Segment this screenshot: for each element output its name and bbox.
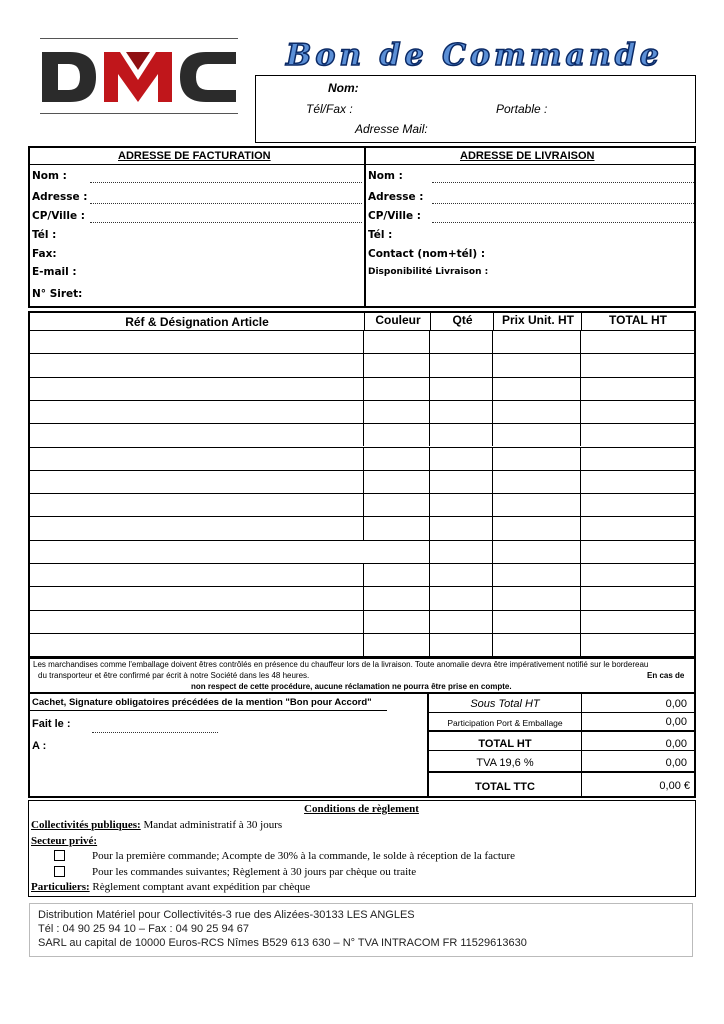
table-cell-prix[interactable] bbox=[493, 634, 581, 656]
table-row bbox=[30, 330, 694, 353]
billing-fax-label: Fax: bbox=[32, 248, 57, 260]
delivery-contact-label: Contact (nom+tél) : bbox=[368, 248, 486, 260]
delivery-tel-label: Tél : bbox=[368, 229, 393, 241]
table-row bbox=[30, 540, 694, 563]
table-cell-couleur[interactable] bbox=[364, 354, 430, 376]
billing-cpville-label: CP/Ville : bbox=[32, 210, 85, 222]
fait-le-label: Fait le : bbox=[32, 718, 71, 730]
table-cell-prix[interactable] bbox=[493, 587, 581, 609]
table-cell-prix[interactable] bbox=[493, 471, 581, 493]
signature-totals-section bbox=[28, 692, 696, 798]
table-cell-qte[interactable] bbox=[430, 471, 493, 493]
table-cell-couleur[interactable] bbox=[364, 448, 430, 470]
signature-area[interactable] bbox=[30, 694, 429, 796]
table-cell-couleur[interactable] bbox=[364, 634, 430, 656]
table-cell-ref[interactable] bbox=[30, 517, 364, 539]
col-header-couleur: Couleur bbox=[375, 313, 421, 327]
table-cell-qte[interactable] bbox=[430, 541, 493, 563]
table-cell-prix[interactable] bbox=[493, 448, 581, 470]
table-cell-couleur[interactable] bbox=[364, 401, 430, 423]
footer-line1: Distribution Matériel pour Collectivités-3 rue des Alizées-30133 LES ANGLES bbox=[38, 909, 415, 921]
table-cell-qte[interactable] bbox=[430, 634, 493, 656]
billing-adresse-label: Adresse : bbox=[32, 191, 88, 203]
table-row bbox=[30, 586, 694, 609]
footer-line2: Tél : 04 90 25 94 10 – Fax : 04 90 25 94 67 bbox=[38, 923, 249, 935]
delivery-nom-field[interactable] bbox=[432, 182, 694, 183]
table-cell-ref[interactable] bbox=[30, 401, 364, 423]
totals-area bbox=[429, 694, 694, 796]
table-cell-qte[interactable] bbox=[430, 378, 493, 400]
option1-checkbox[interactable] bbox=[54, 850, 65, 861]
table-cell-couleur[interactable] bbox=[364, 494, 430, 516]
billing-nom-field[interactable] bbox=[90, 182, 362, 183]
secteur-prive-label: Secteur privé: bbox=[31, 835, 98, 847]
billing-header: ADRESSE DE FACTURATION bbox=[118, 150, 271, 162]
billing-tel-label: Tél : bbox=[32, 229, 57, 241]
col-header-reference: Réf & Désignation Article bbox=[125, 315, 269, 329]
table-row bbox=[30, 353, 694, 376]
table-cell-prix[interactable] bbox=[493, 611, 581, 633]
delivery-adresse-field[interactable] bbox=[432, 203, 694, 204]
table-cell-couleur[interactable] bbox=[364, 378, 430, 400]
table-cell-prix[interactable] bbox=[493, 564, 581, 586]
contact-nom-label: Nom: bbox=[328, 81, 359, 95]
page-title: Bon de Commande bbox=[286, 38, 663, 73]
table-cell-ref[interactable] bbox=[30, 471, 364, 493]
header-divider bbox=[581, 313, 582, 330]
table-cell-ref[interactable] bbox=[30, 541, 430, 563]
option2-checkbox[interactable] bbox=[54, 866, 65, 877]
table-cell-prix[interactable] bbox=[493, 494, 581, 516]
table-row bbox=[30, 563, 694, 586]
table-row bbox=[30, 610, 694, 633]
table-cell-couleur[interactable] bbox=[364, 611, 430, 633]
header-divider bbox=[364, 313, 365, 330]
table-cell-prix[interactable] bbox=[493, 378, 581, 400]
port-emballage-value: 0,00 bbox=[665, 716, 687, 728]
sous-total-value: 0,00 bbox=[665, 698, 687, 710]
table-cell-qte[interactable] bbox=[430, 401, 493, 423]
option2-text: Pour les commandes suivantes; Règlement à 30 jours par chèque ou traite bbox=[92, 866, 417, 878]
address-section bbox=[28, 146, 696, 308]
table-cell-ref[interactable] bbox=[30, 587, 364, 609]
contact-box bbox=[255, 75, 696, 143]
delivery-dispo-label: Disponibilité Livraison : bbox=[368, 267, 489, 277]
article-table bbox=[28, 311, 696, 658]
table-row bbox=[30, 516, 694, 539]
table-cell-prix[interactable] bbox=[493, 424, 581, 446]
signature-title: Cachet, Signature obligatoires précédées de la mention "Bon pour Accord" bbox=[32, 697, 372, 708]
table-cell-total[interactable] bbox=[581, 517, 694, 539]
total-ttc-label: TOTAL TTC bbox=[475, 781, 535, 793]
notice-line1: Les marchandises comme l'emballage doivent êtres contrôlés en présence du chauffeur lors de la livraison. Toute anomalie devra être impérativement notifié sur le bordereau bbox=[33, 660, 649, 669]
table-cell-total[interactable] bbox=[581, 354, 694, 376]
table-row bbox=[30, 423, 694, 446]
table-cell-ref[interactable] bbox=[30, 634, 364, 656]
fait-le-field[interactable] bbox=[92, 732, 218, 733]
contact-mail-label: Adresse Mail: bbox=[355, 122, 428, 136]
table-cell-total[interactable] bbox=[581, 331, 694, 353]
tva-value: 0,00 bbox=[665, 757, 687, 769]
notice-line2-right: En cas de bbox=[647, 671, 685, 680]
total-ht-value: 0,00 bbox=[665, 738, 687, 750]
table-cell-qte[interactable] bbox=[430, 424, 493, 446]
payment-conditions bbox=[28, 800, 696, 897]
tva-label: TVA 19,6 % bbox=[476, 757, 534, 769]
table-cell-prix[interactable] bbox=[493, 401, 581, 423]
dmc-logo-graphic bbox=[40, 46, 240, 106]
table-cell-qte[interactable] bbox=[430, 587, 493, 609]
table-row bbox=[30, 400, 694, 423]
table-cell-ref[interactable] bbox=[30, 378, 364, 400]
delivery-header: ADRESSE DE LIVRAISON bbox=[460, 150, 595, 162]
table-cell-prix[interactable] bbox=[493, 541, 581, 563]
logo bbox=[40, 38, 240, 114]
contact-portable-label: Portable : bbox=[496, 102, 548, 116]
company-footer bbox=[29, 903, 693, 957]
table-cell-ref[interactable] bbox=[30, 331, 364, 353]
table-cell-ref[interactable] bbox=[30, 424, 364, 446]
table-cell-qte[interactable] bbox=[430, 448, 493, 470]
table-cell-total[interactable] bbox=[581, 634, 694, 656]
conditions-title: Conditions de règlement bbox=[304, 803, 419, 815]
table-cell-qte[interactable] bbox=[430, 331, 493, 353]
contact-telfax-label: Tél/Fax : bbox=[306, 102, 353, 116]
table-cell-ref[interactable] bbox=[30, 564, 364, 586]
total-ht-label: TOTAL HT bbox=[478, 738, 532, 750]
table-cell-ref[interactable] bbox=[30, 354, 364, 376]
table-cell-total[interactable] bbox=[581, 448, 694, 470]
table-cell-qte[interactable] bbox=[430, 564, 493, 586]
table-cell-prix[interactable] bbox=[493, 354, 581, 376]
table-cell-couleur[interactable] bbox=[364, 564, 430, 586]
table-cell-couleur[interactable] bbox=[364, 331, 430, 353]
table-cell-total[interactable] bbox=[581, 541, 694, 563]
table-cell-total[interactable] bbox=[581, 587, 694, 609]
table-cell-couleur[interactable] bbox=[364, 517, 430, 539]
notice bbox=[28, 657, 696, 694]
notice-line3: non respect de cette procédure, aucune réclamation ne pourra être prise en compte. bbox=[191, 682, 512, 691]
table-cell-ref[interactable] bbox=[30, 611, 364, 633]
table-cell-qte[interactable] bbox=[430, 611, 493, 633]
particuliers-label: Particuliers: bbox=[31, 881, 90, 893]
delivery-adresse-label: Adresse : bbox=[368, 191, 424, 203]
table-cell-total[interactable] bbox=[581, 564, 694, 586]
collectivites-label: Collectivités publiques: bbox=[31, 819, 141, 831]
delivery-cpville-label: CP/Ville : bbox=[368, 210, 421, 222]
table-row bbox=[30, 447, 694, 470]
billing-nom-label: Nom : bbox=[32, 170, 67, 182]
header-divider bbox=[493, 313, 494, 330]
table-cell-total[interactable] bbox=[581, 401, 694, 423]
table-cell-total[interactable] bbox=[581, 424, 694, 446]
billing-siret-label: N° Siret: bbox=[32, 288, 83, 300]
col-header-qte: Qté bbox=[452, 313, 473, 327]
footer-line3: SARL au capital de 10000 Euros-RCS Nîmes B529 613 630 – N° TVA INTRACOM FR 11529613630 bbox=[38, 937, 527, 949]
table-row bbox=[30, 470, 694, 493]
collectivites-text: Mandat administratif à 30 jours bbox=[140, 819, 283, 831]
table-cell-total[interactable] bbox=[581, 494, 694, 516]
billing-email-label: E-mail : bbox=[32, 266, 77, 278]
col-header-prix: Prix Unit. HT bbox=[501, 313, 574, 327]
table-row bbox=[30, 377, 694, 400]
a-label: A : bbox=[32, 740, 47, 752]
table-row bbox=[30, 633, 694, 656]
table-cell-couleur[interactable] bbox=[364, 424, 430, 446]
table-cell-total[interactable] bbox=[581, 611, 694, 633]
table-cell-ref[interactable] bbox=[30, 494, 364, 516]
option1-text: Pour la première commande; Acompte de 30% à la commande, le solde à réception de la facture bbox=[92, 850, 516, 862]
port-emballage-label: Participation Port & Emballage bbox=[447, 718, 563, 728]
col-header-total: TOTAL HT bbox=[609, 313, 667, 327]
table-cell-prix[interactable] bbox=[493, 517, 581, 539]
billing-adresse-field[interactable] bbox=[90, 203, 362, 204]
billing-cpville-field[interactable] bbox=[90, 222, 362, 223]
table-cell-ref[interactable] bbox=[30, 448, 364, 470]
table-cell-prix[interactable] bbox=[493, 331, 581, 353]
total-ttc-value: 0,00 € bbox=[659, 780, 690, 792]
table-cell-couleur[interactable] bbox=[364, 587, 430, 609]
table-row bbox=[30, 493, 694, 516]
delivery-cpville-field[interactable] bbox=[432, 222, 694, 223]
table-cell-qte[interactable] bbox=[430, 494, 493, 516]
particuliers-text: Règlement comptant avant expédition par chèque bbox=[89, 881, 311, 893]
sous-total-label: Sous Total HT bbox=[470, 698, 540, 710]
table-cell-total[interactable] bbox=[581, 471, 694, 493]
delivery-nom-label: Nom : bbox=[368, 170, 403, 182]
table-cell-qte[interactable] bbox=[430, 517, 493, 539]
header-divider bbox=[430, 313, 431, 330]
notice-line2: du transporteur et être confirmé par écrit à notre Société dans les 48 heures. bbox=[38, 671, 310, 680]
table-cell-qte[interactable] bbox=[430, 354, 493, 376]
table-cell-couleur[interactable] bbox=[364, 471, 430, 493]
table-cell-total[interactable] bbox=[581, 378, 694, 400]
